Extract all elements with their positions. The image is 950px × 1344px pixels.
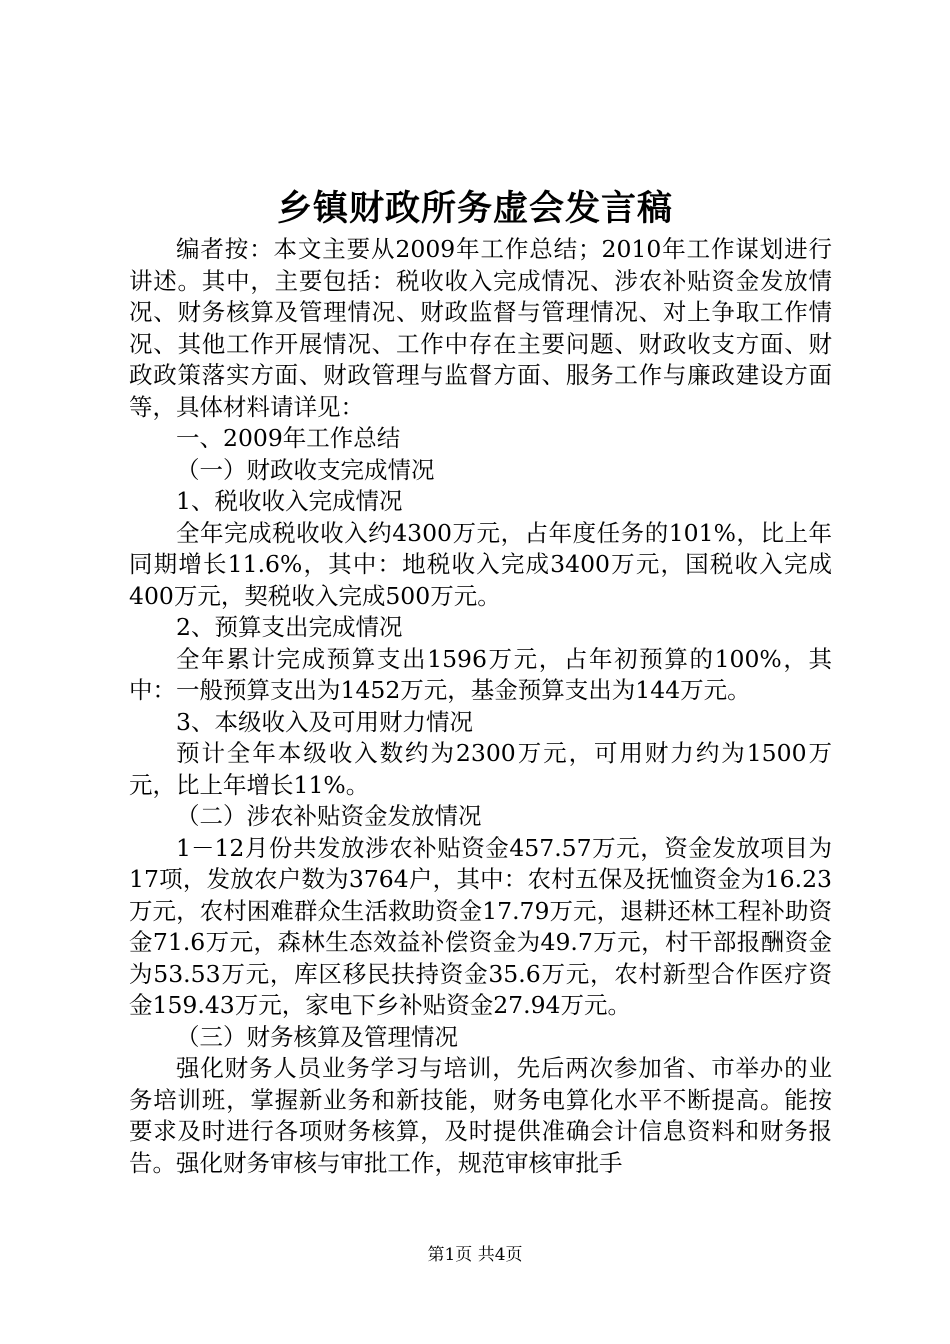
- body-paragraph: 强化财务人员业务学习与培训，先后两次参加省、市举办的业务培训班，掌握新业务和新技能，财务电算化水平不断提高。能按要求及时进行各项财务核算，及时提供准确会计信息资料和财务报告。强化财务审核与审批工作，规范审核审批手: [129, 1054, 832, 1177]
- document-body: [129, 234, 832, 1179]
- subsection-heading: （二）涉农补贴资金发放情况: [176, 802, 482, 830]
- section-heading: 一、2009年工作总结: [176, 424, 401, 452]
- body-paragraph: 全年完成税收收入约4300万元，占年度任务的101%，比上年同期增长11.6%，其中：地税收入完成3400万元，国税收入完成400万元，契税收入完成500万元。: [129, 518, 832, 610]
- page-footer: 第1页 共4页: [427, 1245, 523, 1265]
- subsection-heading: （三）财务核算及管理情况: [176, 1022, 458, 1051]
- body-paragraph: 1－12月份共发放涉农补贴资金457.57万元，资金发放项目为17项，发放农户数为3764户，其中：农村五保及抚恤资金为16.23万元，农村困难群众生活救助资金17.79万元，退耕还林工程补助资金71.6万元，森林生态效益补偿资金为49.7万元，村干部报酬资金为53.53万元，库区移民扶持资金35.6万元，农村新型合作医疗资金159.43万元，家电下乡补贴资金27.94万元。: [129, 833, 832, 1019]
- body-paragraph: 预计全年本级收入数约为2300万元，可用财力约为1500万元，比上年增长11%。: [129, 739, 832, 799]
- item-heading: 2、预算支出完成情况: [176, 613, 403, 641]
- item-heading: 1、税收收入完成情况: [176, 487, 403, 515]
- editor-note-paragraph: 编者按：本文主要从2009年工作总结；2010年工作谋划进行讲述。其中，主要包括：税收收入完成情况、涉农补贴资金发放情况、财务核算及管理情况、财政监督与管理情况、对上争取工作情况、其他工作开展情况、工作中存在主要问题、财政收支方面、财政政策落实方面、财政管理与监督方面、服务工作与廉政建设方面等，具体材料请详见：: [129, 235, 832, 421]
- item-heading: 3、本级收入及可用财力情况: [176, 707, 473, 736]
- body-paragraph: 全年累计完成预算支出1596万元，占年初预算的100%，其中：一般预算支出为1452万元，基金预算支出为144万元。: [129, 644, 832, 704]
- document-title: 乡镇财政所务虚会发言稿: [276, 188, 673, 229]
- subsection-heading: （一）财政收支完成情况: [176, 455, 435, 484]
